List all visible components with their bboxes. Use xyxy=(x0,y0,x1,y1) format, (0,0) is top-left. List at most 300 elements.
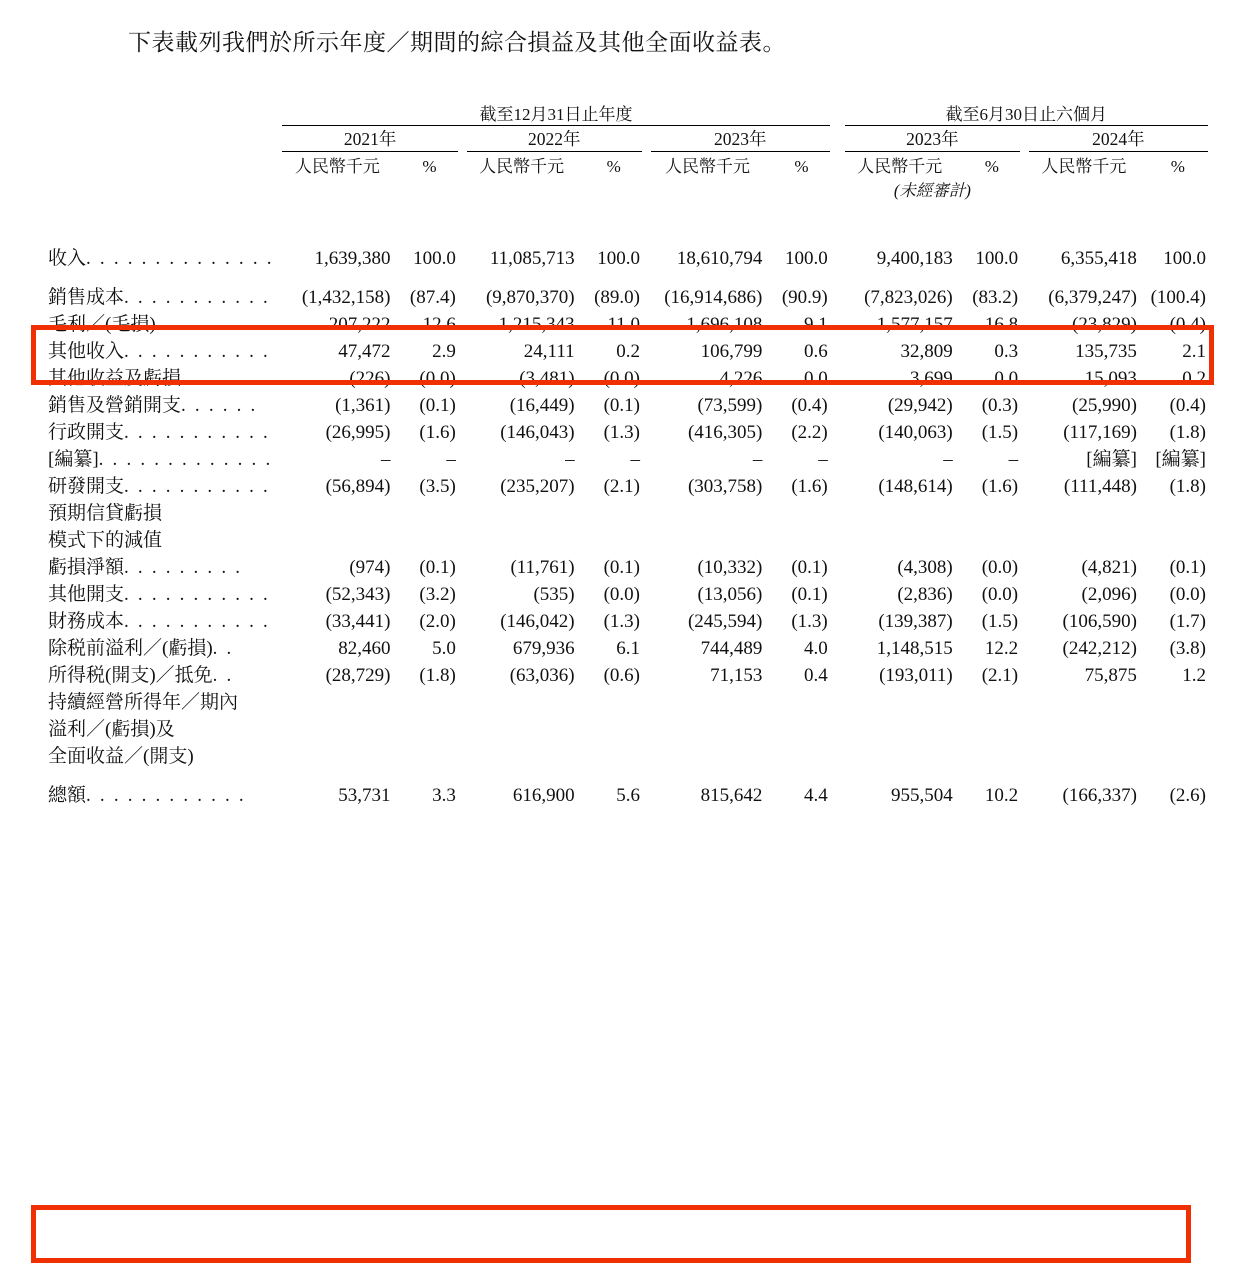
value-amount: (106,590) xyxy=(1062,611,1137,632)
row-label-text: 收入 xyxy=(48,248,87,269)
value-amount xyxy=(845,714,955,741)
value-percent: (2.1) xyxy=(603,476,640,497)
value-percent xyxy=(401,687,458,714)
value-percent: – xyxy=(818,449,828,470)
value-percent: 100.0 xyxy=(784,248,828,269)
value-amount xyxy=(467,687,577,714)
value-percent: (0.4) xyxy=(1169,395,1206,416)
value-amount xyxy=(651,687,765,714)
value-percent xyxy=(401,525,458,552)
value-percent: (1.8) xyxy=(419,665,456,686)
value-percent: (0.0) xyxy=(603,368,640,389)
value-amount: 6,355,418 xyxy=(1060,248,1137,269)
value-amount: (29,942) xyxy=(887,395,953,416)
value-amount: (6,379,247) xyxy=(1048,287,1137,308)
row-label xyxy=(48,552,274,579)
value-amount xyxy=(282,741,392,768)
table-row xyxy=(48,552,1208,579)
value-percent xyxy=(1148,498,1208,525)
value-percent: (0.0) xyxy=(981,584,1019,605)
financial-statement-table xyxy=(48,100,1208,819)
value-amount: 815,642 xyxy=(700,785,763,806)
value-amount: (146,042) xyxy=(500,611,575,632)
value-amount: (193,011) xyxy=(879,665,953,686)
table-row xyxy=(48,714,1208,741)
value-percent xyxy=(401,714,458,741)
unit-header-pct-2022: % xyxy=(606,157,621,176)
unit-header-rmb-2023: 人民幣千元 xyxy=(665,157,751,176)
value-percent: (0.0) xyxy=(1169,584,1206,605)
value-percent: 100.0 xyxy=(975,248,1019,269)
value-amount: 3,699 xyxy=(910,368,953,389)
unit-header-rmb-2023h: 人民幣千元 xyxy=(857,157,943,176)
row-label-text: 毛利／(毛損) xyxy=(48,314,156,335)
value-percent: 4.0 xyxy=(803,638,828,659)
value-percent: (1.3) xyxy=(603,422,640,443)
row-label xyxy=(48,579,274,606)
value-amount xyxy=(282,714,392,741)
value-amount xyxy=(651,525,765,552)
row-label xyxy=(48,768,274,819)
unit-header-pct-2023: % xyxy=(794,157,809,176)
row-label xyxy=(48,471,274,498)
value-percent: (0.1) xyxy=(1169,557,1206,578)
value-percent: (87.4) xyxy=(409,287,456,308)
value-percent: (0.6) xyxy=(603,665,640,686)
value-amount: 135,735 xyxy=(1075,341,1137,362)
value-percent: 0.6 xyxy=(803,341,828,362)
value-amount: 4,226 xyxy=(719,368,763,389)
row-label xyxy=(48,417,274,444)
value-amount: (9,870,370) xyxy=(485,287,575,308)
value-percent xyxy=(773,525,830,552)
value-amount xyxy=(651,741,765,768)
value-amount: – xyxy=(380,449,391,470)
value-percent: (3.2) xyxy=(419,584,456,605)
row-label xyxy=(48,714,274,741)
value-percent: (100.4) xyxy=(1150,287,1206,308)
row-label-text: 持續經營所得年／期內 xyxy=(48,692,239,713)
value-percent xyxy=(1148,525,1208,552)
row-label-text: 溢利／(虧損)及 xyxy=(48,719,175,740)
value-percent xyxy=(401,498,458,525)
value-amount: 1,577,157 xyxy=(876,314,953,335)
value-percent xyxy=(963,525,1020,552)
value-amount: (148,614) xyxy=(878,476,953,497)
row-label xyxy=(48,633,274,660)
row-leader-dots: . . . . . . . . . . . . . xyxy=(98,449,273,470)
table-row xyxy=(48,660,1208,687)
value-amount: (63,036) xyxy=(509,665,575,686)
row-label xyxy=(48,444,274,471)
value-amount xyxy=(651,714,765,741)
value-percent: – xyxy=(630,449,640,470)
table-row xyxy=(48,390,1208,417)
value-percent xyxy=(585,687,642,714)
value-amount: (111,448) xyxy=(1063,476,1137,497)
value-amount: (28,729) xyxy=(325,665,391,686)
row-label-text: 總額 xyxy=(48,785,87,806)
year-header-row xyxy=(48,126,1208,152)
row-leader-dots: . . . . . . . . . . . xyxy=(124,341,270,362)
value-amount xyxy=(467,714,577,741)
value-amount: (4,821) xyxy=(1081,557,1137,578)
year-header-2022: 2022年 xyxy=(467,126,642,152)
row-label-text: 虧損淨額 xyxy=(48,557,125,578)
value-percent: (1.6) xyxy=(981,476,1019,497)
value-percent: 100.0 xyxy=(1163,248,1206,269)
value-percent: 3.3 xyxy=(432,785,456,806)
value-percent: (1.8) xyxy=(1169,476,1206,497)
row-label-text: 全面收益／(開支) xyxy=(48,746,194,767)
table-row xyxy=(48,417,1208,444)
intro-paragraph: 下表載列我們於所示年度／期間的綜合損益及其他全面收益表。 xyxy=(128,30,786,55)
row-leader-dots: . . . . . . . . . . . xyxy=(124,422,270,443)
value-amount: (242,212) xyxy=(1062,638,1137,659)
value-percent xyxy=(963,687,1020,714)
value-percent: 12.2 xyxy=(984,638,1019,659)
year-header-2023-interim: 2023年 xyxy=(845,126,1020,152)
value-amount: (16,449) xyxy=(509,395,575,416)
header-spacer-row xyxy=(48,201,1208,231)
value-amount: (245,594) xyxy=(687,611,763,632)
row-leader-dots: . . . . . . . . . . . . xyxy=(86,785,246,806)
value-percent: (0.1) xyxy=(419,557,456,578)
value-amount: – xyxy=(943,449,953,470)
value-percent: – xyxy=(1008,449,1019,470)
row-leader-dots: . . . . . . xyxy=(181,368,258,389)
row-label xyxy=(48,525,274,552)
row-leader-dots: . . . . . . . . . . . xyxy=(124,476,270,497)
value-amount xyxy=(467,525,577,552)
year-header-2021: 2021年 xyxy=(282,126,457,152)
value-percent xyxy=(773,498,830,525)
value-percent: 2.1 xyxy=(1182,341,1206,362)
value-amount: (7,823,026) xyxy=(864,287,953,308)
table-row xyxy=(48,579,1208,606)
value-amount: 11,085,713 xyxy=(489,248,575,269)
value-amount: 1,639,380 xyxy=(314,248,391,269)
table-row xyxy=(48,282,1208,309)
value-percent: (1.3) xyxy=(791,611,828,632)
row-label-text: 模式下的減值 xyxy=(48,530,163,551)
value-amount: (25,990) xyxy=(1072,395,1137,416)
value-amount xyxy=(1029,525,1139,552)
value-amount xyxy=(845,687,955,714)
value-amount: 616,900 xyxy=(512,785,575,806)
table-row xyxy=(48,768,1208,819)
table-row xyxy=(48,444,1208,471)
value-amount xyxy=(1029,741,1139,768)
value-percent: (83.2) xyxy=(972,287,1019,308)
value-amount: 1,215,343 xyxy=(498,314,575,335)
table-row xyxy=(48,741,1208,768)
value-amount: (416,305) xyxy=(687,422,763,443)
value-amount: (10,332) xyxy=(697,557,763,578)
value-percent xyxy=(773,741,830,768)
value-percent xyxy=(963,714,1020,741)
row-leader-dots: . . xyxy=(212,638,234,659)
value-percent xyxy=(401,741,458,768)
unit-header-pct-2023h: % xyxy=(984,157,999,176)
group-header-row xyxy=(48,100,1208,126)
value-percent: (0.4) xyxy=(1169,314,1206,335)
value-percent xyxy=(585,714,642,741)
value-percent: 0.2 xyxy=(616,341,640,362)
value-amount: 71,153 xyxy=(710,665,763,686)
value-percent xyxy=(963,741,1020,768)
group-header-interim: 截至6月30日止六個月 xyxy=(845,100,1208,126)
row-label xyxy=(48,498,274,525)
value-amount xyxy=(845,741,955,768)
value-amount: 955,504 xyxy=(891,785,953,806)
value-percent: 0.3 xyxy=(994,341,1019,362)
row-leader-dots: . . . . . . . . . . . xyxy=(124,584,270,605)
row-label-text: 預期信貸虧損 xyxy=(48,503,163,524)
value-amount: (140,063) xyxy=(878,422,953,443)
value-percent: (2.6) xyxy=(1169,785,1206,806)
row-label-text: 研發開支 xyxy=(48,476,125,497)
value-percent: (0.4) xyxy=(791,395,828,416)
value-amount: (56,894) xyxy=(325,476,391,497)
value-amount xyxy=(467,498,577,525)
value-amount: 15,093 xyxy=(1084,368,1137,389)
value-percent: (2.0) xyxy=(419,611,456,632)
value-percent: 12.6 xyxy=(422,314,456,335)
row-label xyxy=(48,363,274,390)
value-amount xyxy=(651,498,765,525)
value-percent: (0.0) xyxy=(419,368,456,389)
value-amount: – xyxy=(565,449,575,470)
value-amount xyxy=(1029,714,1139,741)
table-row xyxy=(48,525,1208,552)
value-amount xyxy=(467,741,577,768)
value-amount: 744,489 xyxy=(700,638,763,659)
value-amount xyxy=(845,525,955,552)
table-row xyxy=(48,471,1208,498)
value-amount: 1,696,108 xyxy=(686,314,763,335)
value-percent: 10.2 xyxy=(984,785,1019,806)
highlight-box-total xyxy=(31,1205,1191,1263)
value-amount: (2,096) xyxy=(1081,584,1137,605)
row-leader-dots: . . . . . . . . . . . xyxy=(124,287,270,308)
unit-header-rmb-2021: 人民幣千元 xyxy=(294,157,380,176)
value-percent: 2.9 xyxy=(432,341,456,362)
value-amount: 207,222 xyxy=(328,314,391,335)
value-amount: [編纂] xyxy=(1086,449,1137,470)
row-label xyxy=(48,390,274,417)
row-label-text: 銷售成本 xyxy=(48,287,125,308)
value-amount: (1,361) xyxy=(335,395,391,416)
value-percent: (90.9) xyxy=(781,287,828,308)
value-percent: 0.0 xyxy=(803,368,828,389)
value-amount: 679,936 xyxy=(512,638,575,659)
value-percent: 0.2 xyxy=(1182,368,1206,389)
row-label xyxy=(48,309,274,336)
unaudited-note: (未經審計) xyxy=(893,181,971,200)
table-row xyxy=(48,498,1208,525)
value-percent: [編纂] xyxy=(1155,449,1206,470)
row-label-text: 除税前溢利／(虧損) xyxy=(48,638,213,659)
value-percent: (0.1) xyxy=(791,557,828,578)
unit-header-pct-2021: % xyxy=(422,157,437,176)
row-label-text: 行政開支 xyxy=(48,422,125,443)
value-percent: (0.3) xyxy=(981,395,1019,416)
row-label-text: 其他開支 xyxy=(48,584,125,605)
row-label xyxy=(48,336,274,363)
row-label xyxy=(48,282,274,309)
value-percent: (1.7) xyxy=(1169,611,1206,632)
value-percent xyxy=(963,498,1020,525)
value-percent: 0.0 xyxy=(994,368,1019,389)
value-percent: (2.1) xyxy=(981,665,1019,686)
row-leader-dots: . . xyxy=(212,665,234,686)
value-percent: (0.1) xyxy=(419,395,456,416)
value-amount: 75,875 xyxy=(1084,665,1137,686)
value-amount: (73,599) xyxy=(697,395,763,416)
row-label-text: 銷售及營銷開支 xyxy=(48,395,182,416)
row-label xyxy=(48,660,274,687)
value-percent: (1.3) xyxy=(603,611,640,632)
value-percent: (1.5) xyxy=(981,611,1019,632)
value-percent: 100.0 xyxy=(597,248,640,269)
year-header-2024-interim: 2024年 xyxy=(1029,126,1208,152)
value-amount: (117,169) xyxy=(1063,422,1137,443)
value-amount xyxy=(282,498,392,525)
value-percent: (1.6) xyxy=(419,422,456,443)
value-percent: 9.1 xyxy=(803,314,828,335)
row-label xyxy=(48,606,274,633)
value-percent: – xyxy=(446,449,456,470)
value-amount: (139,387) xyxy=(878,611,953,632)
value-amount: 47,472 xyxy=(338,341,391,362)
unaudited-note-row xyxy=(48,177,1208,201)
group-header-annual: 截至12月31日止年度 xyxy=(282,100,829,126)
value-percent xyxy=(585,498,642,525)
table-body xyxy=(48,231,1208,819)
value-percent: (2.2) xyxy=(791,422,828,443)
value-percent: (3.5) xyxy=(419,476,456,497)
value-percent xyxy=(585,525,642,552)
value-amount: (2,836) xyxy=(897,584,953,605)
value-percent xyxy=(1148,687,1208,714)
value-percent: (0.1) xyxy=(791,584,828,605)
value-amount: 82,460 xyxy=(338,638,391,659)
row-label xyxy=(48,741,274,768)
value-percent: 5.6 xyxy=(616,785,640,806)
value-amount: (23,829) xyxy=(1072,314,1137,335)
value-amount xyxy=(282,525,392,552)
table-header xyxy=(48,100,1208,231)
value-percent: (89.0) xyxy=(594,287,640,308)
table-row xyxy=(48,309,1208,336)
value-amount: (52,343) xyxy=(325,584,391,605)
value-percent xyxy=(773,714,830,741)
row-leader-dots: . . . . . . . . . xyxy=(124,557,243,578)
value-amount: (1,432,158) xyxy=(301,287,391,308)
value-amount xyxy=(1029,687,1139,714)
value-percent: 6.1 xyxy=(616,638,640,659)
value-amount: 24,111 xyxy=(523,341,575,362)
unit-header-pct-2024h: % xyxy=(1170,157,1185,176)
value-percent: 16.8 xyxy=(984,314,1019,335)
value-percent xyxy=(1148,714,1208,741)
value-percent: (1.8) xyxy=(1169,422,1206,443)
row-label-text: 其他收益及虧損 xyxy=(48,368,182,389)
row-label-text: 其他收入 xyxy=(48,341,125,362)
row-label-text: 所得税(開支)／抵免 xyxy=(48,665,213,686)
table-row xyxy=(48,336,1208,363)
value-amount: 18,610,794 xyxy=(676,248,763,269)
value-percent: (1.6) xyxy=(791,476,828,497)
value-amount: (303,758) xyxy=(687,476,763,497)
value-amount: 32,809 xyxy=(900,341,953,362)
value-percent: 5.0 xyxy=(432,638,456,659)
value-amount: (11,761) xyxy=(510,557,575,578)
value-amount: 9,400,183 xyxy=(876,248,953,269)
value-percent: 0.4 xyxy=(803,665,828,686)
value-percent xyxy=(773,687,830,714)
value-amount: (235,207) xyxy=(500,476,575,497)
row-label xyxy=(48,687,274,714)
value-percent: (3.8) xyxy=(1169,638,1206,659)
unit-header-row xyxy=(48,152,1208,178)
value-amount: – xyxy=(752,449,763,470)
unit-header-rmb-2024h: 人民幣千元 xyxy=(1041,157,1127,176)
table-row xyxy=(48,231,1208,282)
table-row xyxy=(48,633,1208,660)
value-amount: 1,148,515 xyxy=(876,638,953,659)
row-leader-dots: . . . . . . xyxy=(181,395,258,416)
value-percent: 4.4 xyxy=(803,785,828,806)
row-label xyxy=(48,231,274,282)
value-percent: 1.2 xyxy=(1182,665,1206,686)
value-amount: (16,914,686) xyxy=(664,287,763,308)
value-percent: 100.0 xyxy=(413,248,456,269)
value-percent xyxy=(585,741,642,768)
row-leader-dots: . . . . . . . . . . . . . . xyxy=(86,248,274,269)
row-leader-dots: . . . . . . . . . . . xyxy=(124,611,270,632)
value-percent xyxy=(1148,741,1208,768)
value-amount: (974) xyxy=(349,557,391,578)
value-amount: (4,308) xyxy=(897,557,953,578)
value-amount: (26,995) xyxy=(325,422,391,443)
table-row xyxy=(48,363,1208,390)
value-amount: 53,731 xyxy=(338,785,391,806)
value-amount xyxy=(1029,498,1139,525)
table-row xyxy=(48,606,1208,633)
value-amount xyxy=(845,498,955,525)
value-amount xyxy=(282,687,392,714)
value-percent: (1.5) xyxy=(981,422,1019,443)
value-percent: (0.0) xyxy=(981,557,1019,578)
value-amount: (13,056) xyxy=(697,584,763,605)
value-amount: (33,441) xyxy=(325,611,391,632)
value-percent: 11.0 xyxy=(607,314,640,335)
value-amount: 106,799 xyxy=(700,341,763,362)
row-label-text: [編纂] xyxy=(48,449,99,470)
value-percent: (0.1) xyxy=(603,557,640,578)
value-amount: (166,337) xyxy=(1062,785,1137,806)
unit-header-rmb-2022: 人民幣千元 xyxy=(479,157,565,176)
value-amount: (535) xyxy=(533,584,575,605)
table-row xyxy=(48,687,1208,714)
row-leader-dots: . . . . . . . xyxy=(155,314,247,335)
value-amount: (146,043) xyxy=(500,422,575,443)
value-amount: (3,481) xyxy=(519,368,575,389)
value-percent: (0.1) xyxy=(603,395,640,416)
year-header-2023: 2023年 xyxy=(651,126,830,152)
